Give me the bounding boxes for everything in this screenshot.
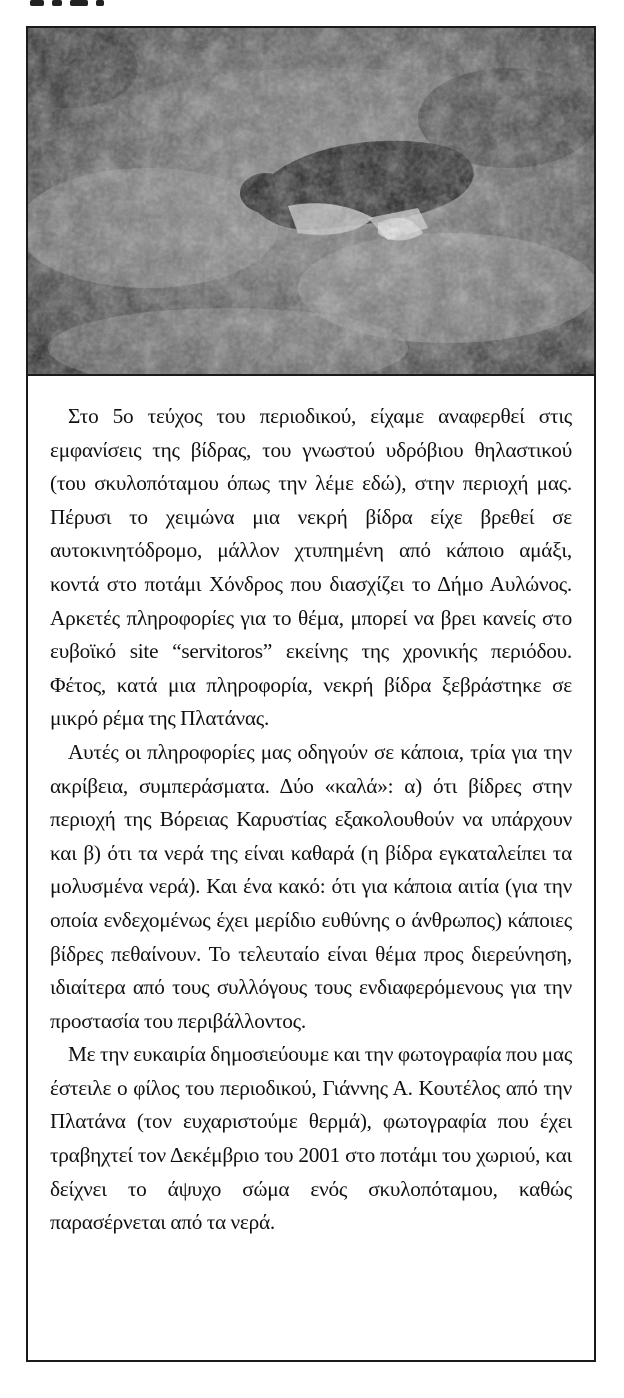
paragraph-1: Στο 5ο τεύχος του περιοδικού, είχαμε αναφερθεί στις εμφανίσεις της βίδρας, του γνωστού υδρόβιου θηλαστικού (του σκυλοπόταμου όπως την λέμε εδώ), στην περιοχή μας. Πέρυσι το χειμώνα μια νεκρή βίδρα είχε βρεθεί σε αυτοκινητόδρομο, μάλλον χτυπημένη από κάποιο αμάξι, κοντά στο ποτάμι Χόνδρος που διασχίζει το Δήμο Αυλώνος. Αρκετές πληροφορίες για το θέμα, μπορεί να βρει κανείς στο ευβοϊκό site “servitoros” εκείνης της χρονικής περιόδου. Φέτος, κατά μια πληροφορία, νεκρή βίδρα ξεβράστηκε σε μικρό ρέμα της Πλατάνας. [50,404,572,731]
article-box [26,26,596,1362]
paragraph-3: Με την ευκαιρία δημοσιεύουμε και την φωτογραφία που μας έστειλε ο φίλος του περιοδικού, Γιάννης Α. Κουτέλος από την Πλατάνα (τον ευχαριστούμε θερμά), φωτογραφία που έχει τραβηχτεί τον Δεκέμβριο του 2001 στο ποτάμι του χωριού, και δείχνει το άψυχο σώμα ενός σκυλοπόταμου, καθώς παρασέρνεται από τα νερά. [50,1042,572,1235]
otter-photo [28,28,594,376]
top-page-fragment [0,0,624,26]
paragraph-2: Αυτές οι πληροφορίες μας οδηγούν σε κάποια, τρία για την ακρίβεια, συμπεράσματα. Δύο «καλά»: α) ότι βίδρες στην περιοχή της Βόρειας Καρυστίας εξακολουθούν να υπάρχουν και β) ότι τα νερά της είναι καθαρά (η βίδρα εγκαταλείπει τα μολυσμένα νερά). Και ένα κακό: ότι για κάποια αιτία (για την οποία ενδεχομένως έχει μερίδιο ευθύνης ο άνθρωπος) κάποιες βίδρες πεθαίνουν. Το τελευταίο είναι θέμα προς διερεύνηση, ιδιαίτερα από τους συλλόγους τους ενδιαφερόμενους για την προστασία του περιβάλλοντος. [50,739,572,1033]
article-text [28,376,594,1240]
